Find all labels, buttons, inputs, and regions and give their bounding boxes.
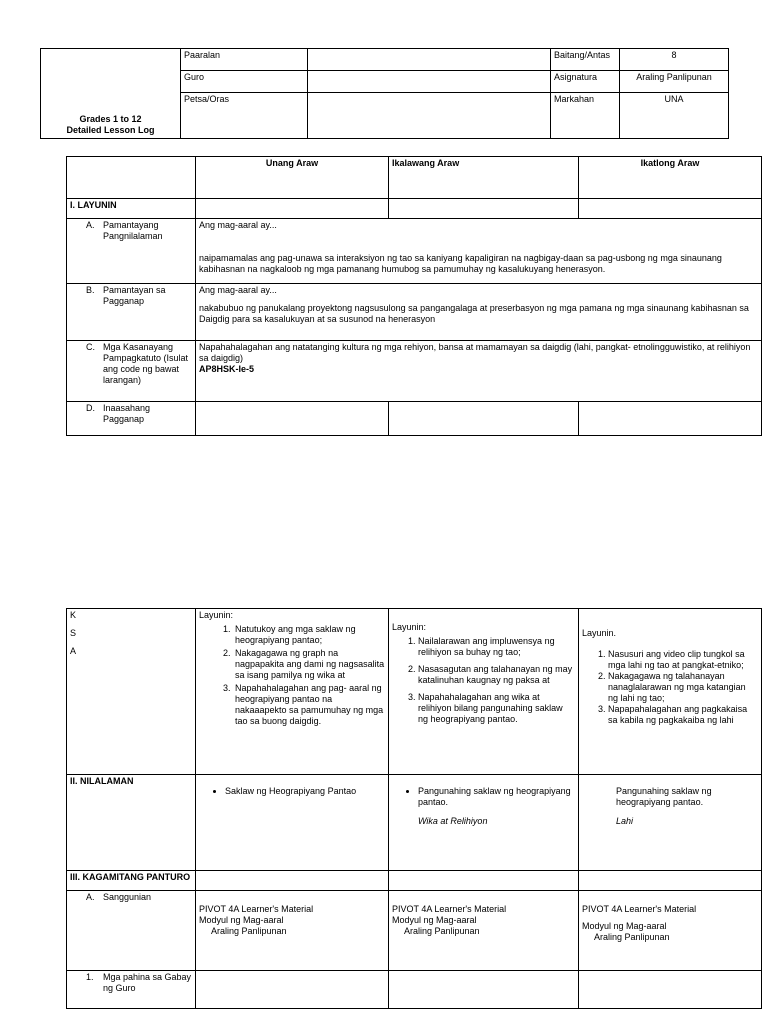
plan-table-continued bbox=[66, 608, 762, 1009]
marker-d: D. bbox=[86, 403, 95, 413]
col-day1: Unang Araw bbox=[196, 157, 389, 199]
day1-objectives-title: Layunin: bbox=[199, 610, 234, 620]
cell[interactable] bbox=[579, 402, 762, 436]
competency-text: Napahahalagahan ang natatanging kultura ng mga rehiyon, bansa at mamamayan sa daigdig (lahi, pangkat- etnolingguwistiko, at relihiyon sa daigdig) bbox=[199, 342, 751, 363]
competency bbox=[196, 341, 762, 402]
day1-references bbox=[196, 891, 389, 971]
grade-label: Baitang/Antas bbox=[551, 49, 620, 71]
school-value[interactable] bbox=[308, 49, 551, 71]
marker-b: B. bbox=[86, 285, 95, 295]
label-c: Mga Kasanayang Pampagkatuto (Isulat ang code ng bawat larangan) bbox=[103, 342, 189, 385]
row-label-references bbox=[67, 891, 196, 971]
content-standard-intro: Ang mag-aaral ay... bbox=[199, 220, 277, 230]
marker-guide-pages: 1. bbox=[86, 972, 94, 982]
day3-content-main: Pangunahing saklaw ng heograpiyang pantao. bbox=[616, 786, 712, 807]
ref-line2: Modyul ng Mag-aaral bbox=[582, 920, 667, 931]
day2-content bbox=[389, 775, 579, 871]
day2-objectives-list bbox=[392, 636, 575, 725]
day2-objectives-title: Layunin: bbox=[392, 622, 427, 632]
list-item: 3. Napapahalagahan ang pagkakaisa sa kabila ng pagkakaiba ng lahi bbox=[608, 704, 758, 726]
marker-c: C. bbox=[86, 342, 95, 352]
list-item: 3. Napahahalagahan ang pag- aaral ng heograpiyang pantao na nakaaapekto sa pamumuhay ng mga tao sa buong daigdig. bbox=[233, 683, 385, 727]
list-item bbox=[418, 786, 575, 827]
ksa-a: A bbox=[70, 645, 77, 656]
label-guide-pages: Mga pahina sa Gabay ng Guro bbox=[103, 972, 192, 993]
ref-line1: PIVOT 4A Learner's Material bbox=[582, 904, 697, 914]
day3-objectives bbox=[579, 609, 762, 775]
row-label-a bbox=[67, 219, 196, 284]
ksa-s: S bbox=[70, 627, 77, 638]
corner-cell bbox=[67, 157, 196, 199]
row-label-c bbox=[67, 341, 196, 402]
performance-standard-intro: Ang mag-aaral ay... bbox=[199, 285, 277, 295]
cell[interactable] bbox=[579, 199, 762, 219]
content-title: II. NILALAMAN bbox=[67, 775, 196, 871]
school-label: Paaralan bbox=[181, 49, 308, 71]
grades-title bbox=[41, 49, 181, 139]
list-item: 1. Nailalarawan ang impluwensya ng relihiyon sa buhay ng tao; bbox=[418, 636, 575, 658]
subject-value: Araling Panlipunan bbox=[620, 71, 729, 93]
day3-content bbox=[579, 775, 762, 871]
list-item: 1. Nasusuri ang video clip tungkol sa mga lahi ng tao at pangkat-etniko; bbox=[608, 649, 758, 671]
date-value[interactable] bbox=[308, 93, 551, 139]
label-a: Pamantayang Pangnilalaman bbox=[103, 220, 163, 241]
ref-line1: PIVOT 4A Learner's Material bbox=[199, 904, 314, 914]
day3-objectives-list bbox=[582, 649, 758, 726]
content-standard bbox=[196, 219, 762, 284]
ref-line2: Modyul ng Mag-aaral bbox=[199, 914, 284, 925]
cell[interactable] bbox=[579, 871, 762, 891]
ref-line3: Araling Panlipunan bbox=[594, 931, 670, 942]
list-item: 1. Natutukoy ang mga saklaw ng heograpiyang pantao; bbox=[233, 624, 385, 646]
day1-objectives-list bbox=[199, 624, 385, 727]
cell[interactable] bbox=[196, 971, 389, 1009]
marker-references: A. bbox=[86, 892, 95, 902]
teacher-value[interactable] bbox=[308, 71, 551, 93]
cell[interactable] bbox=[196, 199, 389, 219]
day2-references bbox=[389, 891, 579, 971]
day2-objectives bbox=[389, 609, 579, 775]
marker-a: A. bbox=[86, 220, 95, 230]
cell[interactable] bbox=[389, 402, 579, 436]
list-item: 2. Nakagagawa ng graph na nagpapakita ang dami ng nagsasalita sa isang pamilya ng wika at bbox=[233, 648, 385, 681]
label-references: Sanggunian bbox=[103, 892, 152, 902]
label-b: Pamantayan sa Pagganap bbox=[103, 285, 166, 306]
grades-line2: Detailed Lesson Log bbox=[66, 125, 155, 136]
ref-line3: Araling Panlipunan bbox=[404, 925, 480, 936]
label-d: Inaasahang Pagganap bbox=[103, 403, 151, 424]
quarter-value: UNA bbox=[620, 93, 729, 139]
materials-title: III. KAGAMITANG PANTURO bbox=[67, 871, 196, 891]
day3-objectives-title: Layunin. bbox=[582, 628, 617, 638]
cell[interactable] bbox=[579, 971, 762, 1009]
ksa-k: K bbox=[70, 610, 77, 620]
day1-content bbox=[196, 775, 389, 871]
day2-content-sub: Wika at Relihiyon bbox=[418, 815, 488, 826]
content-standard-text: naipamamalas ang pag-unawa sa interaksiyon ng tao sa kaniyang kapaligiran na nagbigay-daan sa pag-usbong ng mga sinaunang kabihasnan na nagkaloob ng mga pamanang humubog sa pamumuhay ng kasalukuyang henerasyon. bbox=[199, 252, 722, 274]
performance-standard bbox=[196, 284, 762, 341]
plan-table bbox=[66, 156, 762, 436]
ref-line2: Modyul ng Mag-aaral bbox=[392, 914, 477, 925]
teacher-label: Guro bbox=[181, 71, 308, 93]
col-day3: Ikatlong Araw bbox=[579, 157, 762, 199]
day2-content-list bbox=[392, 786, 575, 827]
quarter-label: Markahan bbox=[551, 93, 620, 139]
ref-line1: PIVOT 4A Learner's Material bbox=[392, 904, 507, 914]
day2-content-main: • Pangunahing saklaw ng heograpiyang pantao. bbox=[418, 786, 571, 807]
list-item: 2. Nasasagutan ang talahanayan ng may katalinuhan kaugnay ng paksa at bbox=[418, 664, 575, 686]
objectives-title: I. LAYUNIN bbox=[67, 199, 196, 219]
date-label: Petsa/Oras bbox=[181, 93, 308, 139]
cell[interactable] bbox=[389, 199, 579, 219]
cell[interactable] bbox=[389, 871, 579, 891]
ref-line3: Araling Panlipunan bbox=[211, 925, 287, 936]
competency-code: AP8HSK-Ie-5 bbox=[199, 363, 255, 374]
cell[interactable] bbox=[196, 871, 389, 891]
header-table bbox=[40, 48, 729, 139]
grade-value: 8 bbox=[620, 49, 729, 71]
performance-standard-text: nakabubuo ng panukalang proyektong nagsusulong sa pangangalaga at preserbasyon ng mga pamana ng mga sinaunang kabihasnan sa Daigdig para sa kasalukuyan at sa susunod na henerasyon bbox=[199, 302, 749, 324]
day1-objectives bbox=[196, 609, 389, 775]
subject-label: Asignatura bbox=[551, 71, 620, 93]
col-day2: Ikalawang Araw bbox=[389, 157, 579, 199]
cell[interactable] bbox=[196, 402, 389, 436]
list-item: 2. Nakagagawa ng talahanayan nanaglalarawan ng mga katangian ng lahi ng tao; bbox=[608, 671, 758, 704]
day1-content-list bbox=[199, 786, 385, 797]
list-item: • Saklaw ng Heograpiyang Pantao bbox=[225, 786, 385, 797]
day3-references bbox=[579, 891, 762, 971]
cell[interactable] bbox=[389, 971, 579, 1009]
row-label-guide-pages bbox=[67, 971, 196, 1009]
row-label-b bbox=[67, 284, 196, 341]
list-item: 3. Napahahalagahan ang wika at relihiyon bilang pangunahing saklaw ng heograpiyang pantao. bbox=[418, 692, 575, 725]
ksa-labels bbox=[67, 609, 196, 775]
row-label-d bbox=[67, 402, 196, 436]
grades-line1: Grades 1 to 12 bbox=[79, 114, 142, 125]
day3-content-sub: Lahi bbox=[616, 815, 634, 826]
